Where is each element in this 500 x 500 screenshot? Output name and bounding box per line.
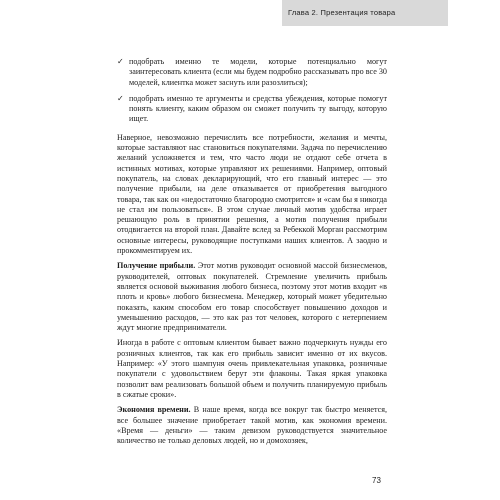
- paragraph-lead: Получение прибыли.: [117, 261, 196, 271]
- page-body: [117, 57, 387, 451]
- paragraph-text: Этот мотив руководит основной массой бизнесменов, руководителей, оптовых покупателей. Стремление увеличить прибыль является основой выживания любого бизнеса, поэтому этот мотив входит «в плоть и кровь» любого бизнесмена. Менеджер, который может убедительно показать, каким способом его товар способствует повышению доходов и уменьшению расходов, — это как раз тот человек, которого с нетерпением ждут многие предприниматели.: [117, 261, 387, 333]
- list-item: [117, 94, 387, 125]
- list-item-text: подобрать именно те модели, которые потенциально могут заинтересовать клиента (если мы будем подробно рассказывать про все 30 моделей, клиентка может заснуть или разозлиться);: [129, 57, 387, 87]
- paragraph-motives: Наверное, невозможно перечислить все потребности, желания и мечты, которые заставляют нас становиться покупателями. Задача по перечислению желаний усложняется и тем, что часто люди не отдают себе отчета в истинных мотивах, которые управляют их решениями. Например, оптовый покупатель, на словах декларирующий, что его главный интерес — это получение прибыли, на деле отказывается от приобретения выгодного товара, так как он «недостаточно благородно смотрится» и «сам бы я никогда не стал им пользоваться». В этом случае личный мотив удобства играет решающую роль в принятии решения, а мотив получения прибыли отодвигается на второй план. Давайте вслед за Ребеккой Морган рассмотрим основные интересы, руководящие поступками наших клиентов. А заодно и прокомментируем их.: [117, 132, 387, 256]
- paragraph-text: В наше время, когда все вокруг так быстро меняется, все большее значение приобретает такой мотив, как экономия времени. «Время — деньги» — таким девизом руководствуется значительное количество не только деловых людей, но и домохозяек,: [117, 405, 387, 446]
- checkmark-icon: ✓: [117, 57, 124, 66]
- paragraph-lead: Экономия времени.: [117, 405, 191, 415]
- paragraph-retail: Иногда в работе с оптовым клиентом бывает важно подчеркнуть нужды его розничных клиентов, так как его прибыль зависит именно от их вкусов. Например: «У этого шампуня очень привлекательная упаковка, розничные покупатели с удовольствием берут эти флаконы. Такая яркая упаковка позволит вам реализовать большой объем и получить планируемую прибыль в сжатые сроки».: [117, 338, 387, 399]
- page-number: 73: [372, 476, 381, 485]
- paragraph-profit: [117, 261, 387, 333]
- checkmark-icon: ✓: [117, 93, 124, 103]
- list-item-text: подобрать именно те аргументы и средства убеждения, которые помогут понять клиенту, каким образом он сможет получить ту выгоду, которую ищет.: [129, 93, 387, 124]
- paragraph-time: [117, 405, 387, 446]
- list-item: [117, 57, 387, 88]
- chapter-title: Глава 2. Презентация товара: [288, 8, 396, 17]
- running-header: [0, 0, 500, 36]
- chapter-header-box: [282, 0, 448, 26]
